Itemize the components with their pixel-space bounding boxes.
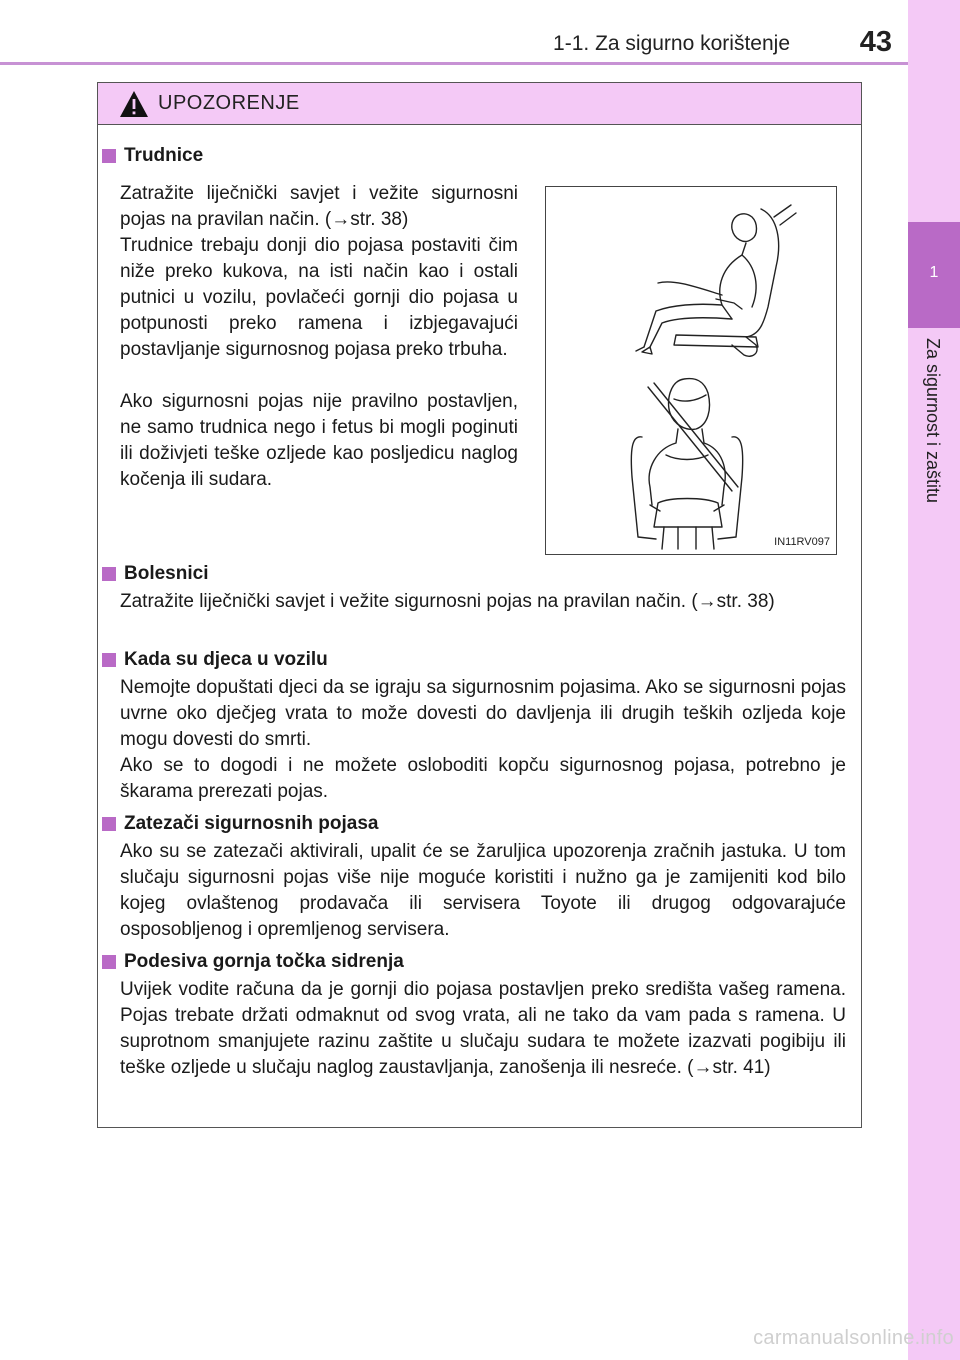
chapter-number: 1 [908,222,960,328]
paragraph: Uvijek vodite računa da je gornji dio pojasa postavljen preko središta vašeg ramena. Pojas trebate držati odmaknut od svog vrata, ali ne tako da vam pada s ramena. U suprotnom smanjujete razinu zaštite u slučaju sudara te možete izazvati pogibiju ili teške ozljede u slučaju naglog zaustavljanja, zanošenja ili nesreće. (→str. 41) [120,979,846,1078]
section-title-trudnice: Trudnice [124,145,204,166]
section-title: 1-1. Za sigurno korištenje [553,32,790,55]
section-bullet [102,149,116,163]
section-bullet [102,653,116,667]
header-rule [0,62,908,65]
paragraph: Nemojte dopuštati djeci da se igraju sa sigurnosnim pojasima. Ako se sigurnosni pojas uvrne oko dječjeg vrata to može dovesti do davljenja ili drugih teških ozljeda koje mogu dovesti do smrti. [120,677,846,750]
chapter-label: Za sigurnost i zaštitu [923,338,943,504]
paragraph: Ako se to dogodi i ne možete osloboditi kopču sigurnosnog pojasa, potrebno je škarama prerezati pojas. [120,755,846,802]
section-title-sidrenje: Podesiva gornja točka sidrenja [124,951,404,972]
paragraph: Zatražite liječnički savjet i vežite sigurnosni pojas na pravilan način. (→str. 38) [120,591,775,612]
paragraph: Trudnice trebaju donji dio pojasa postaviti čim niže preko kukova, na isti način kao i ostali putnici u vozilu, povlačeći gornji dio pojasa u potpunosti preko ramena i izbjegavajući postavljanje sigurnosnog pojasa preko trbuha. [120,235,518,360]
section-title-djeca: Kada su djeca u vozilu [124,649,328,670]
paragraph: Ako su se zatezači aktivirali, upalit će se žaruljica upozorenja zračnih jastuka. U tom slučaju sigurnosni pojas više nije moguće koristiti i nužno ga je zamijeniti kod bilo kojeg ovlaštenog prodavača ili servisera Toyote ili drugog odgovarajuće osposobljenog i opremljenog servisera. [120,841,846,940]
warning-title: UPOZORENJE [158,92,300,114]
paragraph: Ako sigurnosni pojas nije pravilno postavljen, ne samo trudnica nego i fetus bi mogli poginuti ili doživjeti teške ozljede kao posljedicu naglog kočenja ili sudara. [120,391,518,490]
paragraph: Zatražite liječnički savjet i vežite sigurnosni pojas na pravilan način. (→str. 38) [120,183,518,230]
warning-triangle-icon [118,89,150,119]
page-number: 43 [859,26,892,58]
warning-box [97,82,862,1128]
section-bullet [102,817,116,831]
section-bullet [102,567,116,581]
warning-header [98,83,861,125]
illustration-code: IN11RV097 [774,536,830,548]
section-title-bolesnici: Bolesnici [124,563,209,584]
watermark: carmanualsonline.info [753,1327,954,1349]
section-bullet [102,955,116,969]
chapter-side-tab [908,0,960,1360]
pregnant-seatbelt-illustration [545,186,837,555]
section-title-zatezaci: Zatezači sigurnosnih pojasa [124,813,379,834]
seated-woman-drawing [546,187,838,556]
